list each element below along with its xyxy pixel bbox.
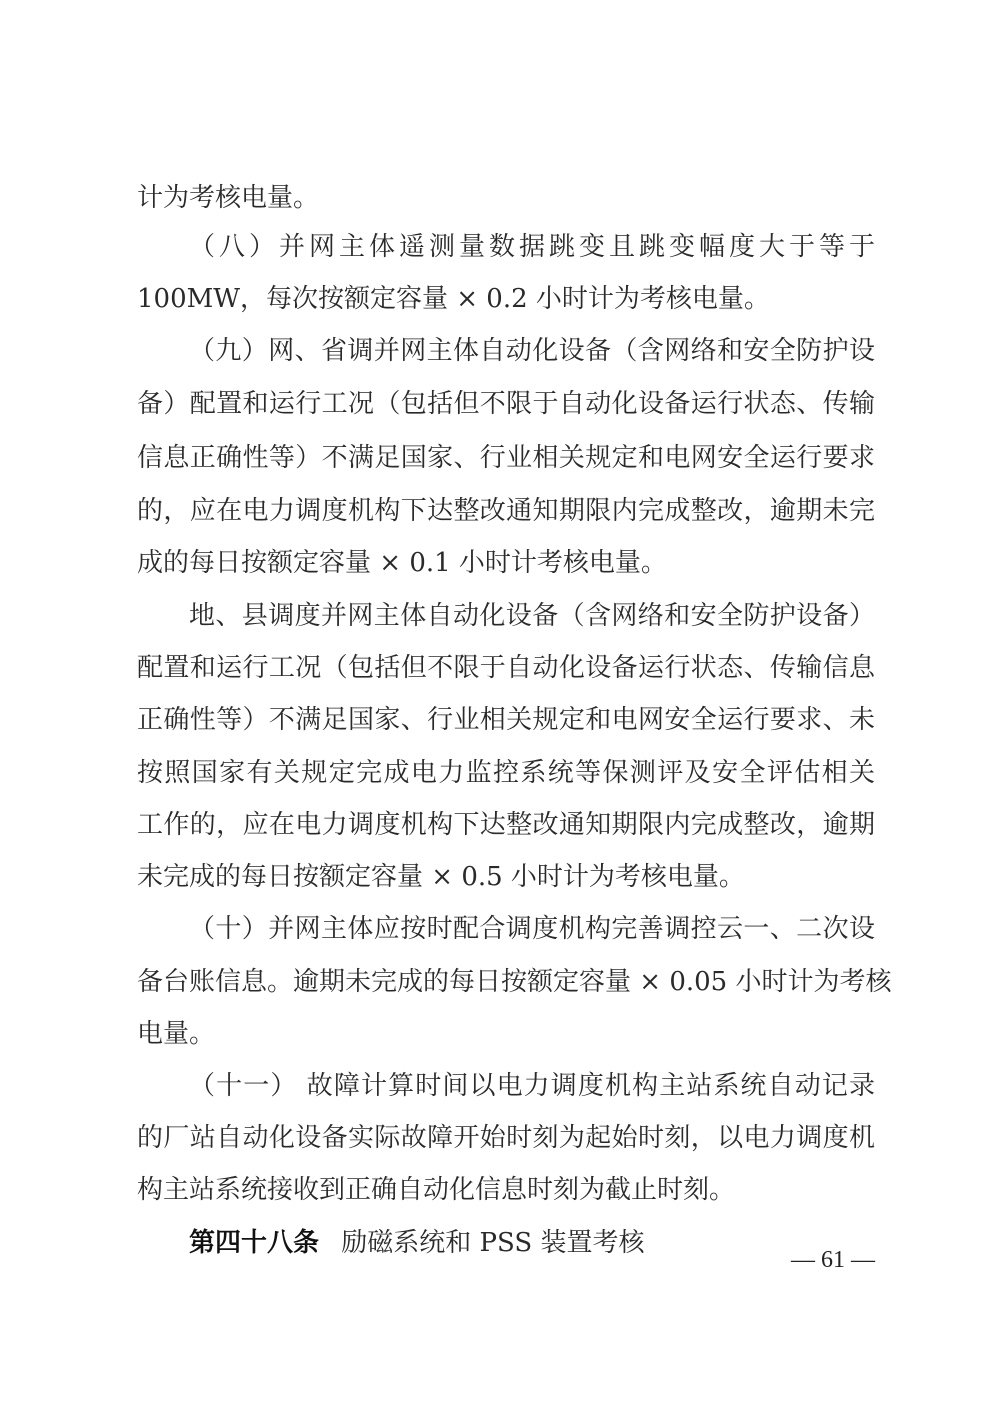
page-number: — 61 — bbox=[791, 1247, 875, 1273]
paragraph-line: （八）并网主体遥测量数据跳变且跳变幅度大于等于 bbox=[189, 232, 875, 262]
paragraph-line: 成的每日按额定容量 × 0.1 小时计考核电量。 bbox=[137, 548, 667, 578]
paragraph-line: 100MW，每次按额定容量 × 0.2 小时计为考核电量。 bbox=[137, 284, 770, 314]
paragraph-line: （十一） 故障计算时间以电力调度机构主站系统自动记录 bbox=[189, 1071, 875, 1101]
paragraph-line: 地、县调度并网主体自动化设备（含网络和安全防护设备） bbox=[189, 601, 875, 631]
paragraph-line: 正确性等）不满足国家、行业相关规定和电网安全运行要求、未 bbox=[137, 705, 875, 735]
paragraph-line: 的，应在电力调度机构下达整改通知期限内完成整改，逾期未完 bbox=[137, 496, 875, 526]
paragraph-line: 的厂站自动化设备实际故障开始时刻为起始时刻，以电力调度机 bbox=[137, 1123, 875, 1153]
paragraph-line: 计为考核电量。 bbox=[137, 183, 320, 213]
paragraph-line: 备）配置和运行工况（包括但不限于自动化设备运行状态、传输 bbox=[137, 389, 875, 419]
paragraph-line: （九）网、省调并网主体自动化设备（含网络和安全防护设 bbox=[189, 336, 875, 366]
paragraph-line: 信息正确性等）不满足国家、行业相关规定和电网安全运行要求 bbox=[137, 443, 875, 473]
paragraph-line: 按照国家有关规定完成电力监控系统等保测评及安全评估相关 bbox=[137, 758, 875, 788]
paragraph-line: 备台账信息。逾期未完成的每日按额定容量 × 0.05 小时计为考核 bbox=[137, 967, 892, 997]
paragraph-line: 构主站系统接收到正确自动化信息时刻为截止时刻。 bbox=[137, 1175, 736, 1205]
paragraph-line: 未完成的每日按额定容量 × 0.5 小时计为考核电量。 bbox=[137, 862, 745, 892]
paragraph-line: 电量。 bbox=[137, 1019, 216, 1049]
paragraph-line: （十）并网主体应按时配合调度机构完善调控云一、二次设 bbox=[189, 914, 875, 944]
article-heading bbox=[189, 1226, 875, 1260]
paragraph-line: 工作的，应在电力调度机构下达整改通知期限内完成整改，逾期 bbox=[137, 810, 875, 840]
article-number: 第四十八条 bbox=[189, 1228, 320, 1258]
paragraph-line: 配置和运行工况（包括但不限于自动化设备运行状态、传输信息 bbox=[137, 653, 875, 683]
article-title: 励磁系统和 PSS 装置考核 bbox=[341, 1228, 645, 1258]
